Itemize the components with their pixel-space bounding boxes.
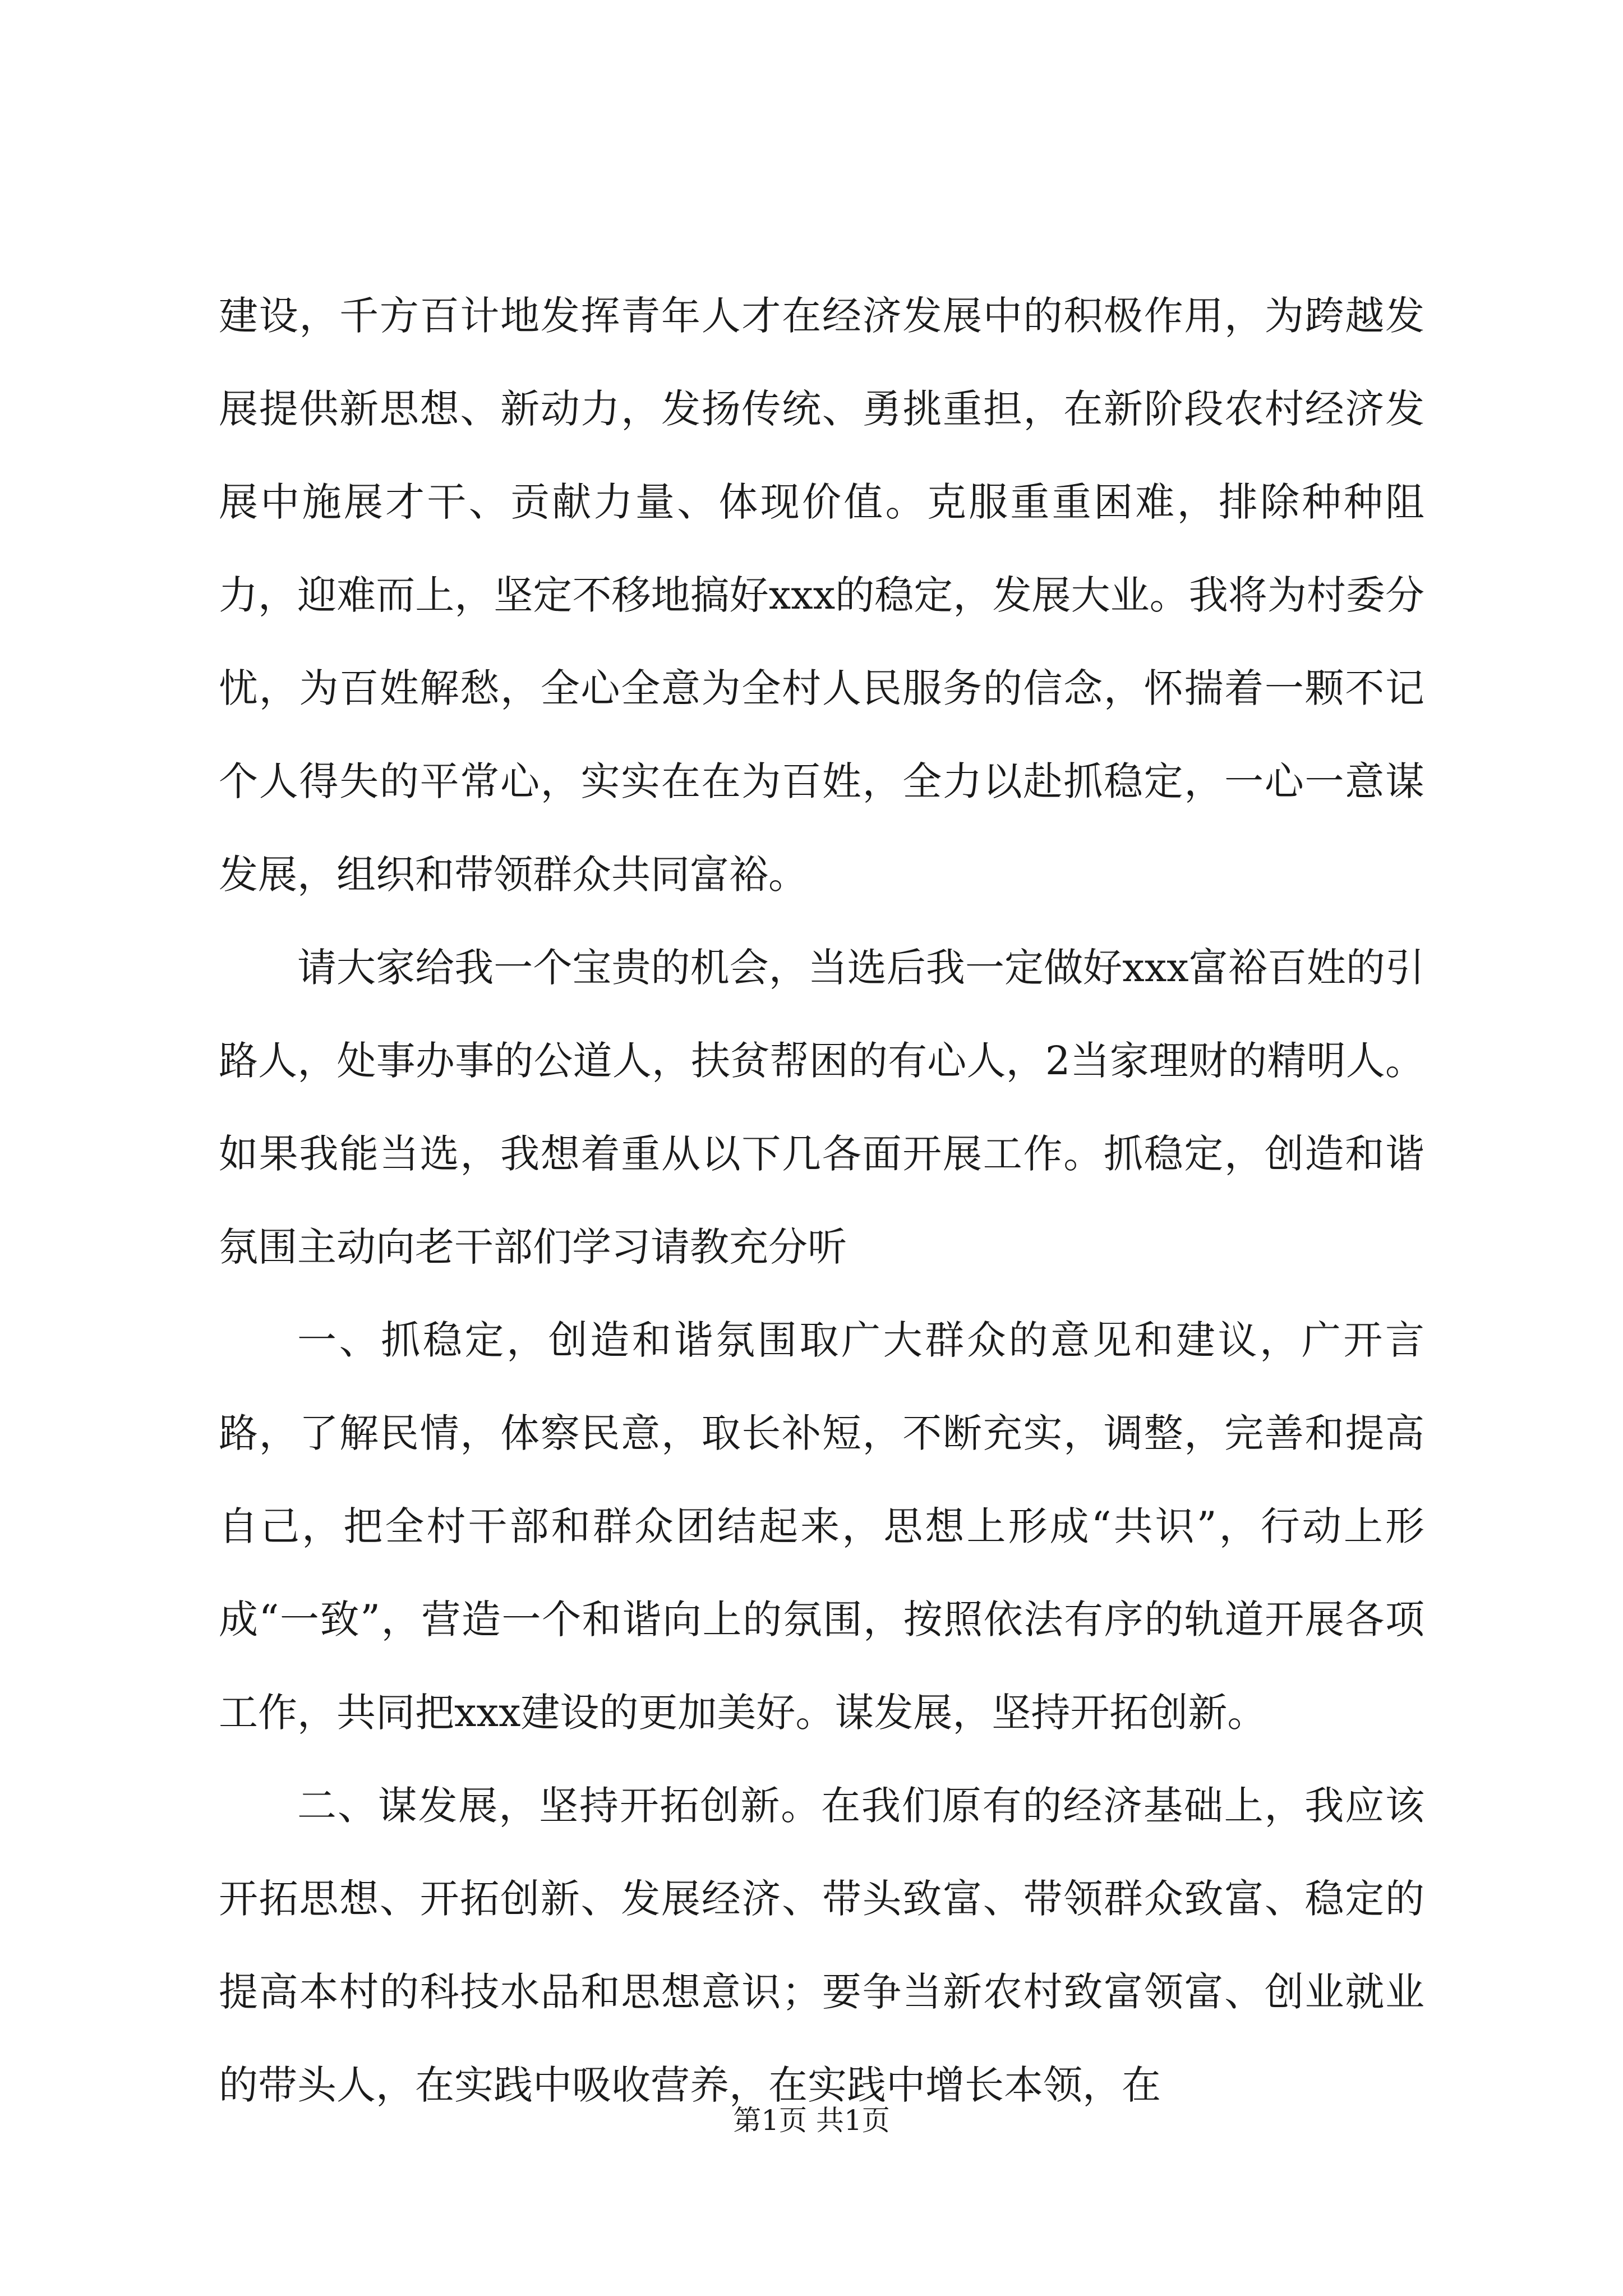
paragraph-4: 二、谋发展，坚持开拓创新。在我们原有的经济基础上，我应该开拓思想、开拓创新、发展经济、带头致富、带领群众致富、稳定的提高本村的科技水品和思想意识；要争当新农村致富领富、创业就业的带头人，在实践中吸收营养，在实践中增长本领，在: [219, 1783, 1424, 2108]
page-footer: 第1页 共1页: [733, 2104, 890, 2137]
document-body: [219, 269, 1424, 2132]
paragraph-2: 请大家给我一个宝贵的机会，当选后我一定做好xxx富裕百姓的引路人，处事办事的公道人，扶贫帮困的有心人，2当家理财的精明人。如果我能当选，我想着重从以下几各面开展工作。抓稳定，创造和谐氛围主动向老干部们学习请教充分听: [219, 945, 1424, 1270]
paragraph-3: 一、抓稳定，创造和谐氛围取广大群众的意见和建议，广开言路，了解民情，体察民意，取长补短，不断充实，调整，完善和提高自己，把全村干部和群众团结起来，思想上形成“共识”，行动上形成“一致”，营造一个和谐向上的氛围，按照依法有序的轨道开展各项工作，共同把xxx建设的更加美好。谋发展，坚持开拓创新。: [219, 1317, 1424, 1736]
paragraph-1: 建设，千方百计地发挥青年人才在经济发展中的积极作用，为跨越发展提供新思想、新动力，发扬传统、勇挑重担，在新阶段农村经济发展中施展才干、贡献力量、体现价值。克服重重困难，排除种种阻力，迎难而上，坚定不移地搞好xxx的稳定，发展大业。我将为村委分忧，为百姓解愁，全心全意为全村人民服务的信念，怀揣着一颗不记个人得失的平常心，实实在在为百姓，全力以赴抓稳定，一心一意谋发展，组织和带领群众共同富裕。: [219, 293, 1424, 898]
